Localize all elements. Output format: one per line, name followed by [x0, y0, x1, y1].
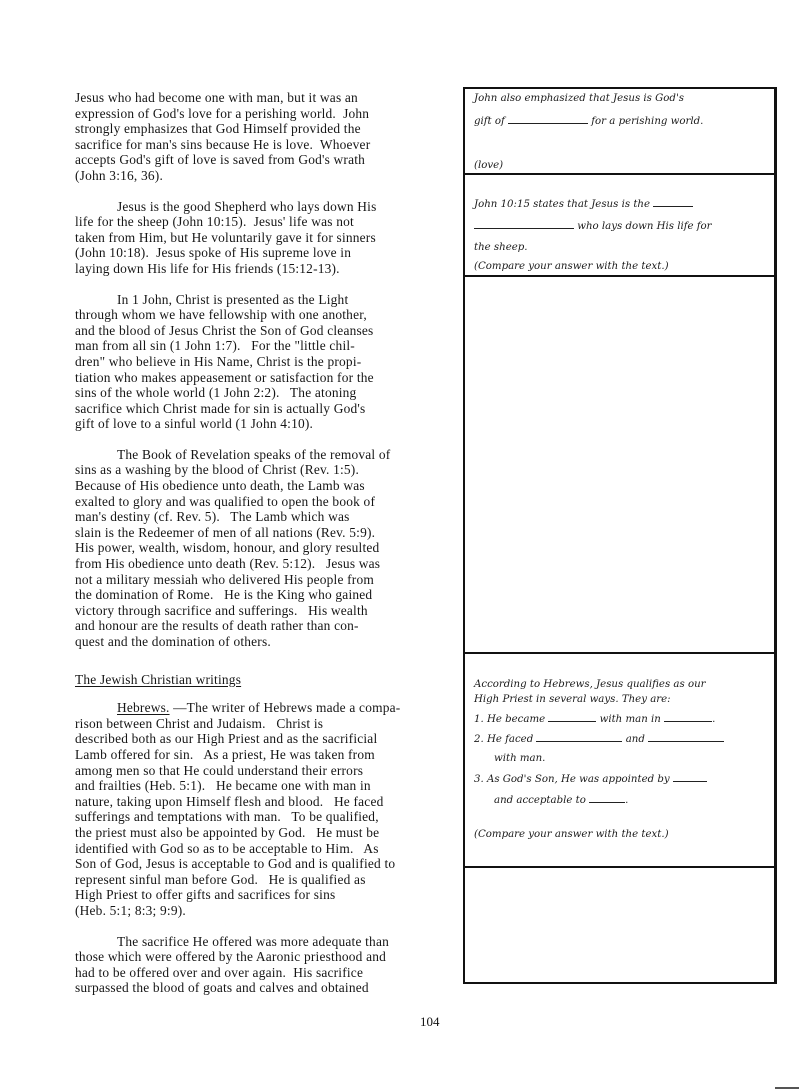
text-fragment: and — [622, 734, 649, 745]
text-fragment: —The writer of Hebrews made a compa- — [169, 700, 401, 716]
page-number: 104 — [420, 1014, 440, 1029]
text-line: surpassed the blood of goats and calves and obtained — [75, 980, 369, 996]
text-line: identified with God so as to be acceptable to Him. As — [75, 840, 379, 856]
frame-text: High Priest in several ways. They are: — [474, 694, 671, 705]
text-line: Because of His obedience unto death, the Lamb was — [75, 478, 365, 494]
frame-text — [474, 793, 770, 806]
text-line: sins of the whole world (1 John 2:2). The atoning — [75, 385, 357, 401]
text-line: from His obedience unto death (Rev. 5:12). Jesus was — [75, 556, 381, 572]
hebrews-label: Hebrews. — [117, 700, 170, 716]
paragraph-spacer — [75, 919, 460, 934]
text-line: represent sinful man before God. He is qualified as — [75, 871, 366, 887]
text-line: and honour are the results of death rather than con- — [75, 618, 359, 634]
frame-3-empty — [465, 279, 774, 654]
text-fragment: gift of — [474, 116, 509, 127]
text-line: Lamb offered for sin. As a priest, He was taken from — [75, 746, 375, 762]
text-line: the domination of Rome. He is the King who gained — [75, 587, 373, 603]
paragraph-spacer — [75, 277, 460, 292]
text-line: had to be offered over and over again. His sacrifice — [75, 964, 364, 980]
text-line: High Priest to offer gifts and sacrifices for sins — [75, 887, 336, 903]
text-line: Son of God, Jesus is acceptable to God and is qualified to — [75, 856, 396, 872]
text-line: (Heb. 5:1; 8:3; 9:9). — [75, 902, 186, 918]
section-heading: The Jewish Christian writings — [75, 671, 242, 687]
text-line: (John 10:18). Jesus spoke of His supreme love in — [75, 245, 352, 261]
fill-in-blank[interactable] — [508, 114, 588, 124]
text-fragment: 3. As God's Son, He was appointed by — [474, 774, 673, 785]
text-line: and frailties (Heb. 5:1). He became one with man in — [75, 778, 371, 794]
text-line: Jesus is the good Shepherd who lays down His — [117, 198, 377, 214]
paragraph-3 — [75, 292, 460, 432]
fill-in-blank[interactable] — [673, 772, 707, 782]
text-line: rison between Christ and Judaism. Christ is — [75, 715, 324, 731]
frame-5-empty — [465, 870, 774, 982]
fill-in-blank[interactable] — [648, 732, 724, 742]
main-text-column — [75, 90, 460, 996]
text-line: exalted to glory and was qualified to open the book of — [75, 493, 376, 509]
frame-text — [474, 114, 770, 127]
text-fragment: for a perishing world. — [588, 116, 704, 127]
frame-text: the sheep. — [474, 242, 528, 253]
text-line: victory through sacrifice and sufferings. His wealth — [75, 602, 368, 618]
text-line: tiation who makes appeasement or satisfaction for the — [75, 369, 374, 385]
text-line: man's destiny (cf. Rev. 5). The Lamb which was — [75, 509, 350, 525]
text-line: sins as a washing by the blood of Christ (Rev. 1:5). — [75, 462, 360, 478]
text-line: sufferings and temptations with man. To be qualified, — [75, 809, 379, 825]
text-line: among men so that He could understand their errors — [75, 762, 364, 778]
fill-in-blank[interactable] — [548, 712, 596, 722]
text-line: sacrifice which Christ made for sin is actually God's — [75, 400, 366, 416]
text-fragment: and acceptable to — [494, 795, 590, 806]
scan-mark — [775, 1087, 799, 1089]
frame-4 — [465, 656, 774, 868]
text-line: strongly emphasizes that God Himself provided the — [75, 121, 361, 137]
frame-text: According to Hebrews, Jesus qualifies as our — [474, 679, 706, 690]
text-line: In 1 John, Christ is presented as the Light — [117, 291, 349, 307]
paragraph-1 — [75, 90, 460, 184]
frame-answer: (love) — [474, 160, 504, 171]
frame-1 — [465, 89, 774, 175]
text-line — [75, 700, 460, 716]
frame-text — [474, 197, 770, 210]
paragraph-hebrews — [75, 700, 460, 918]
text-fragment: . — [712, 714, 716, 725]
text-fragment: 2. He faced — [474, 734, 537, 745]
fill-in-blank[interactable] — [664, 712, 712, 722]
frame-text: John also emphasized that Jesus is God's — [474, 93, 684, 104]
frame-note: (Compare your answer with the text.) — [474, 261, 669, 272]
frame-text: with man. — [494, 753, 546, 764]
text-line: laying down His life for His friends (15:12-13). — [75, 260, 340, 276]
text-fragment: John 10:15 states that Jesus is the — [474, 199, 654, 210]
paragraph-2 — [75, 199, 460, 277]
text-fragment: . — [625, 795, 629, 806]
frame-item-1 — [474, 712, 770, 725]
text-fragment: 1. He became — [474, 714, 549, 725]
frame-2 — [465, 177, 774, 277]
text-line: through whom we have fellowship with one another, — [75, 307, 367, 323]
text-line: man from all sin (1 John 1:7). For the "little chil- — [75, 338, 355, 354]
text-line: taken from Him, but He voluntarily gave it for sinners — [75, 229, 376, 245]
text-line: described both as our High Priest and as the sacrificial — [75, 731, 378, 747]
frame-item-2 — [474, 732, 770, 745]
text-line: life for the sheep (John 10:15). Jesus' life was not — [75, 214, 354, 230]
fill-in-blank[interactable] — [653, 197, 693, 207]
text-line: and the blood of Jesus Christ the Son of God cleanses — [75, 322, 374, 338]
paragraph-4 — [75, 447, 460, 650]
study-frames-box — [463, 87, 777, 984]
text-line: (John 3:16, 36). — [75, 167, 164, 183]
fill-in-blank[interactable] — [474, 219, 574, 229]
text-line: not a military messiah who delivered His people from — [75, 571, 374, 587]
paragraph-spacer — [75, 687, 460, 700]
frame-note: (Compare your answer with the text.) — [474, 829, 669, 840]
fill-in-blank[interactable] — [589, 793, 625, 803]
text-line: Jesus who had become one with man, but it was an — [75, 90, 358, 105]
paragraph-spacer — [75, 184, 460, 199]
fill-in-blank[interactable] — [536, 732, 622, 742]
frame-text — [474, 219, 770, 232]
text-line: accepts God's gift of love is saved from God's wrath — [75, 152, 366, 168]
frame-item-3 — [474, 772, 770, 785]
text-line: quest and the domination of others. — [75, 634, 271, 649]
text-line: slain is the Redeemer of men of all nations (Rev. 5:9). — [75, 524, 376, 540]
paragraph-spacer — [75, 650, 460, 672]
text-line: gift of love to a sinful world (1 John 4:10). — [75, 416, 314, 432]
text-fragment: who lays down His life for — [574, 221, 712, 232]
text-fragment: with man in — [596, 714, 665, 725]
paragraph-spacer — [75, 432, 460, 447]
text-line: His power, wealth, wisdom, honour, and glory resulted — [75, 540, 380, 556]
text-line: nature, taking upon Himself flesh and blood. He faced — [75, 793, 384, 809]
text-line: expression of God's love for a perishing world. John — [75, 105, 370, 121]
text-line: dren" who believe in His Name, Christ is the propi- — [75, 353, 362, 369]
paragraph-6 — [75, 934, 460, 996]
text-line: sacrifice for man's sins because He is love. Whoever — [75, 136, 371, 152]
text-line: the priest must also be appointed by God. He must be — [75, 824, 380, 840]
text-line: The Book of Revelation speaks of the removal of — [117, 446, 391, 462]
text-line: those which were offered by the Aaronic priesthood and — [75, 949, 387, 965]
text-line: The sacrifice He offered was more adequate than — [117, 933, 389, 949]
